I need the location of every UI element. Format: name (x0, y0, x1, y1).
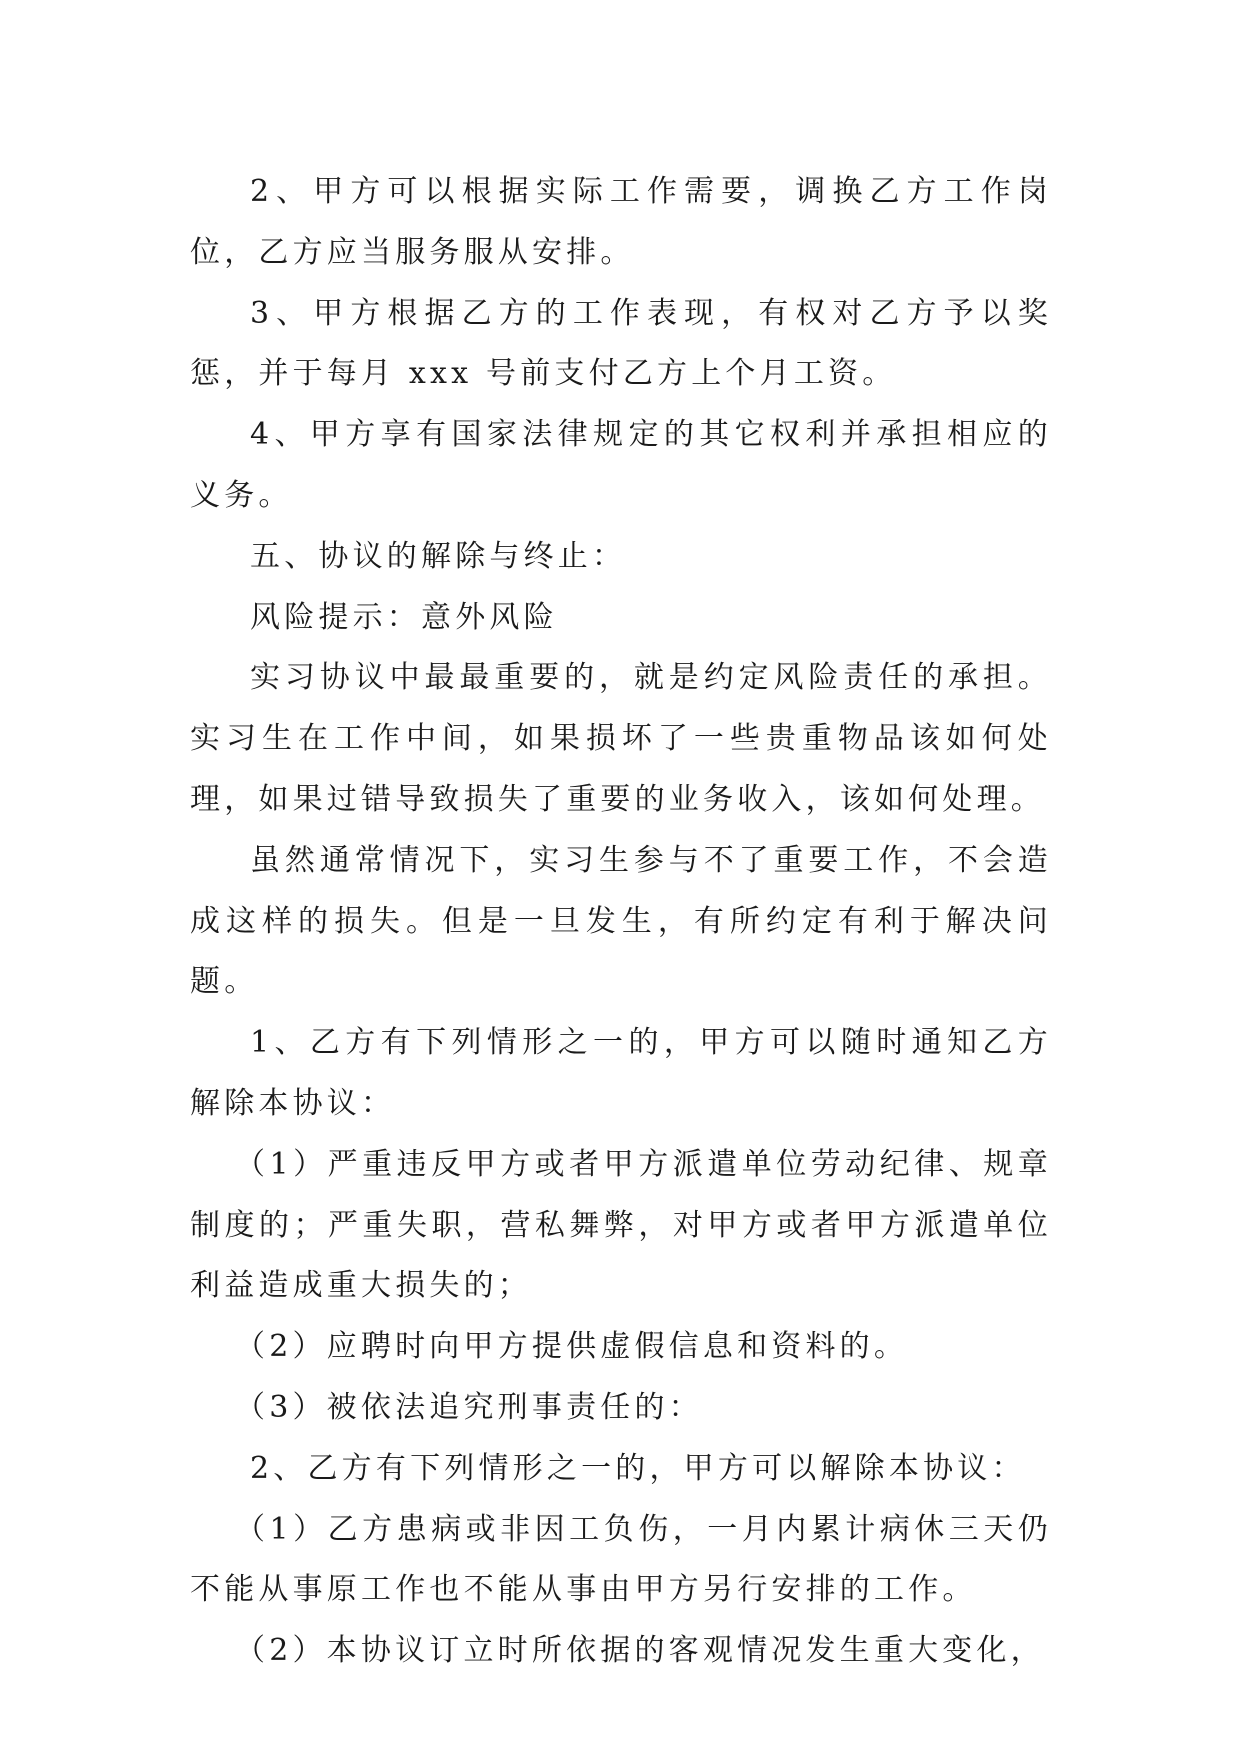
paragraph-clause-3-rewards-salary: 3、甲方根据乙方的工作表现，有权对乙方予以奖惩，并于每月 xxx 号前支付乙方上个月工资。 (190, 295, 1052, 392)
paragraph-risk-explanation: 实习协议中最最重要的，就是约定风险责任的承担。实习生在工作中间，如果损坏了一些贵重物品该如何处理，如果过错导致损失了重要的业务收入，该如何处理。 (190, 660, 1052, 817)
item-3-criminal-liability: （3）被依法追究刑事责任的： (235, 1389, 703, 1425)
paragraph-risk-note: 虽然通常情况下，实习生参与不了重要工作，不会造成这样的损失。但是一旦发生，有所约定有利于解决问题。 (190, 842, 1052, 1000)
item-1-serious-violation: （1）严重违反甲方或者甲方派遣单位劳动纪律、规章制度的；严重失职，营私舞弊，对甲方或者甲方派遣单位利益造成重大损失的； (190, 1146, 1052, 1304)
item-2-false-information: （2）应聘时向甲方提供虚假信息和资料的。 (235, 1329, 909, 1365)
section-heading-termination: 五、协议的解除与终止： (250, 538, 627, 574)
paragraph-termination-clause-2: 2、乙方有下列情形之一的，甲方可以解除本协议： (250, 1450, 1026, 1486)
item-1-illness-injury: （1）乙方患病或非因工负伤，一月内累计病休三天仍不能从事原工作也不能从事由甲方另行安排的工作。 (190, 1511, 1052, 1608)
paragraph-clause-2-job-transfer: 2、甲方可以根据实际工作需要，调换乙方工作岗位，乙方应当服务服从安排。 (190, 174, 1052, 270)
document-body (190, 162, 1052, 1682)
paragraph-clause-4-other-rights: 4、甲方享有国家法律规定的其它权利并承担相应的义务。 (190, 417, 1052, 513)
risk-tip-heading: 风险提示：意外风险 (250, 599, 558, 635)
item-2-circumstance-change: （2）本协议订立时所依据的客观情况发生重大变化， (235, 1633, 1045, 1669)
paragraph-termination-clause-1: 1、乙方有下列情形之一的，甲方可以随时通知乙方解除本协议： (190, 1025, 1052, 1121)
